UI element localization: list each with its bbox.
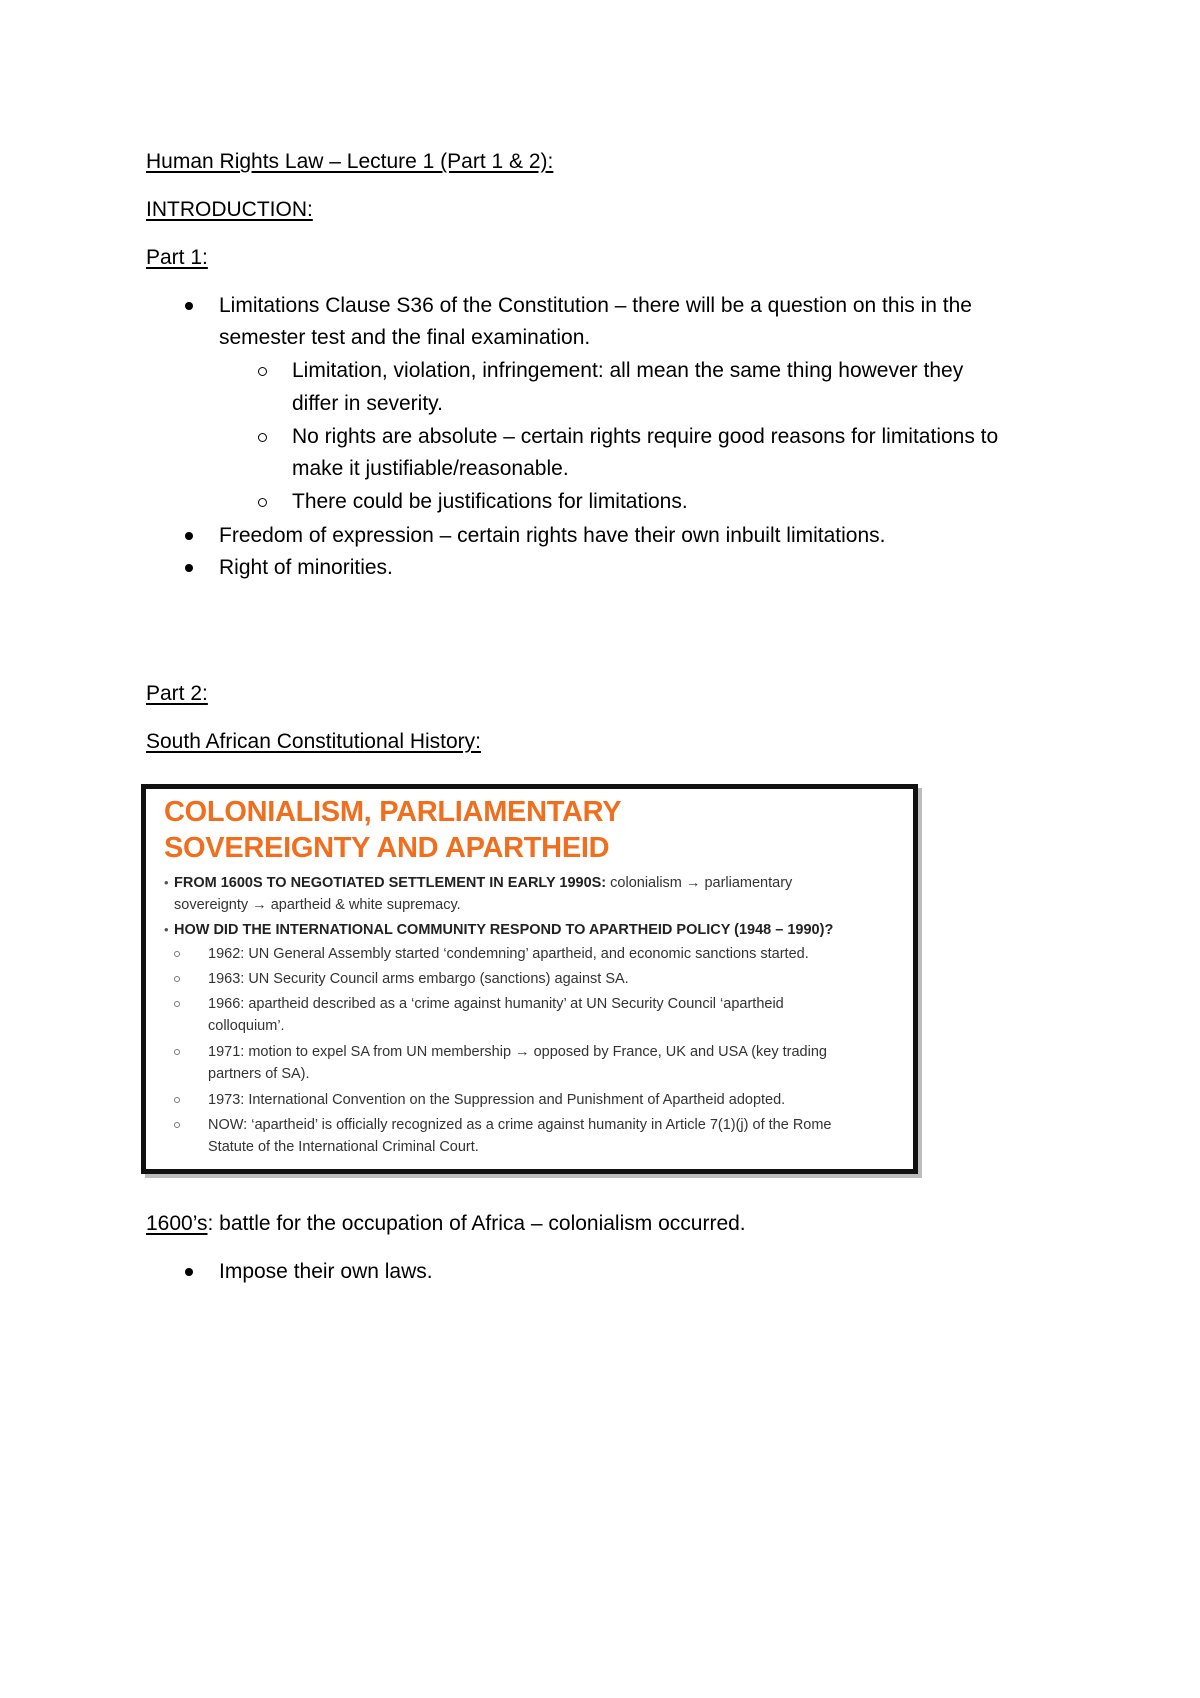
sub-list-item: There could be justifications for limitations. bbox=[292, 490, 688, 513]
bullet-icon bbox=[185, 302, 193, 310]
slide-sub-point-continuation: Statute of the International Criminal Court. bbox=[208, 1139, 479, 1155]
slide-sub-point-continuation: colloquium’. bbox=[208, 1018, 285, 1034]
slide-sub-point: 1962: UN General Assembly started ‘condemning’ apartheid, and economic sanctions started. bbox=[208, 946, 809, 962]
sub-bullet-icon bbox=[258, 367, 267, 376]
bullet-icon bbox=[185, 564, 193, 572]
slide-bullet-icon: • bbox=[164, 875, 169, 890]
slide-sub-bullet-icon bbox=[174, 1122, 180, 1128]
sub-list-item: Limitation, violation, infringement: all mean the same thing however they bbox=[292, 359, 964, 382]
list-item: Freedom of expression – certain rights have their own inbuilt limitations. bbox=[219, 524, 886, 547]
bullet-icon bbox=[185, 1268, 193, 1276]
slide-bullet-icon: • bbox=[164, 922, 169, 937]
slide-sub-bullet-icon bbox=[174, 1001, 180, 1007]
bullet-icon bbox=[185, 532, 193, 540]
slide-sub-bullet-icon bbox=[174, 951, 180, 957]
list-item-continuation: semester test and the final examination. bbox=[219, 326, 591, 349]
slide-point: FROM 1600S TO NEGOTIATED SETTLEMENT IN EARLY 1990S: colonialism → parliamentary bbox=[174, 875, 793, 891]
sub-list-item-continuation: make it justifiable/reasonable. bbox=[292, 457, 569, 480]
sub-list-item-continuation: differ in severity. bbox=[292, 392, 443, 415]
slide-sub-bullet-icon bbox=[174, 976, 180, 982]
part2-heading: Part 2: bbox=[146, 682, 208, 705]
slide-sub-bullet-icon bbox=[174, 1049, 180, 1055]
slide-sub-point-continuation: partners of SA). bbox=[208, 1066, 310, 1082]
paragraph-1600s: 1600’s: battle for the occupation of Africa – colonialism occurred. bbox=[146, 1212, 746, 1235]
history-heading: South African Constitutional History: bbox=[146, 730, 481, 753]
sub-bullet-icon bbox=[258, 498, 267, 507]
slide-sub-point: 1971: motion to expel SA from UN membership → opposed by France, UK and USA (key trading bbox=[208, 1044, 827, 1060]
slide-title-line2: SOVEREIGNTY AND APARTHEID bbox=[164, 832, 610, 864]
introduction-heading: INTRODUCTION: bbox=[146, 198, 313, 221]
list-item: Impose their own laws. bbox=[219, 1260, 433, 1283]
slide-sub-point: 1973: International Convention on the Suppression and Punishment of Apartheid adopted. bbox=[208, 1092, 786, 1108]
sub-bullet-icon bbox=[258, 433, 267, 442]
list-item: Right of minorities. bbox=[219, 556, 393, 579]
slide-sub-bullet-icon bbox=[174, 1097, 180, 1103]
part1-heading: Part 1: bbox=[146, 246, 208, 269]
slide-sub-point: NOW: ‘apartheid’ is officially recognized as a crime against humanity in Article 7(1)(j) of the Rome bbox=[208, 1117, 832, 1133]
slide-sub-point: 1966: apartheid described as a ‘crime against humanity’ at UN Security Council ‘apartheid bbox=[208, 996, 784, 1012]
slide-point-continuation: sovereignty → apartheid & white supremacy. bbox=[174, 897, 461, 913]
list-item: Limitations Clause S36 of the Constitution – there will be a question on this in the bbox=[219, 294, 972, 317]
slide-point: HOW DID THE INTERNATIONAL COMMUNITY RESPOND TO APARTHEID POLICY (1948 – 1990)? bbox=[174, 922, 834, 938]
sub-list-item: No rights are absolute – certain rights require good reasons for limitations to bbox=[292, 425, 999, 448]
slide-title-line1: COLONIALISM, PARLIAMENTARY bbox=[164, 796, 622, 828]
slide-sub-point: 1963: UN Security Council arms embargo (sanctions) against SA. bbox=[208, 971, 629, 987]
document-title: Human Rights Law – Lecture 1 (Part 1 & 2): bbox=[146, 150, 554, 173]
lecture-slide-image bbox=[141, 784, 918, 1174]
